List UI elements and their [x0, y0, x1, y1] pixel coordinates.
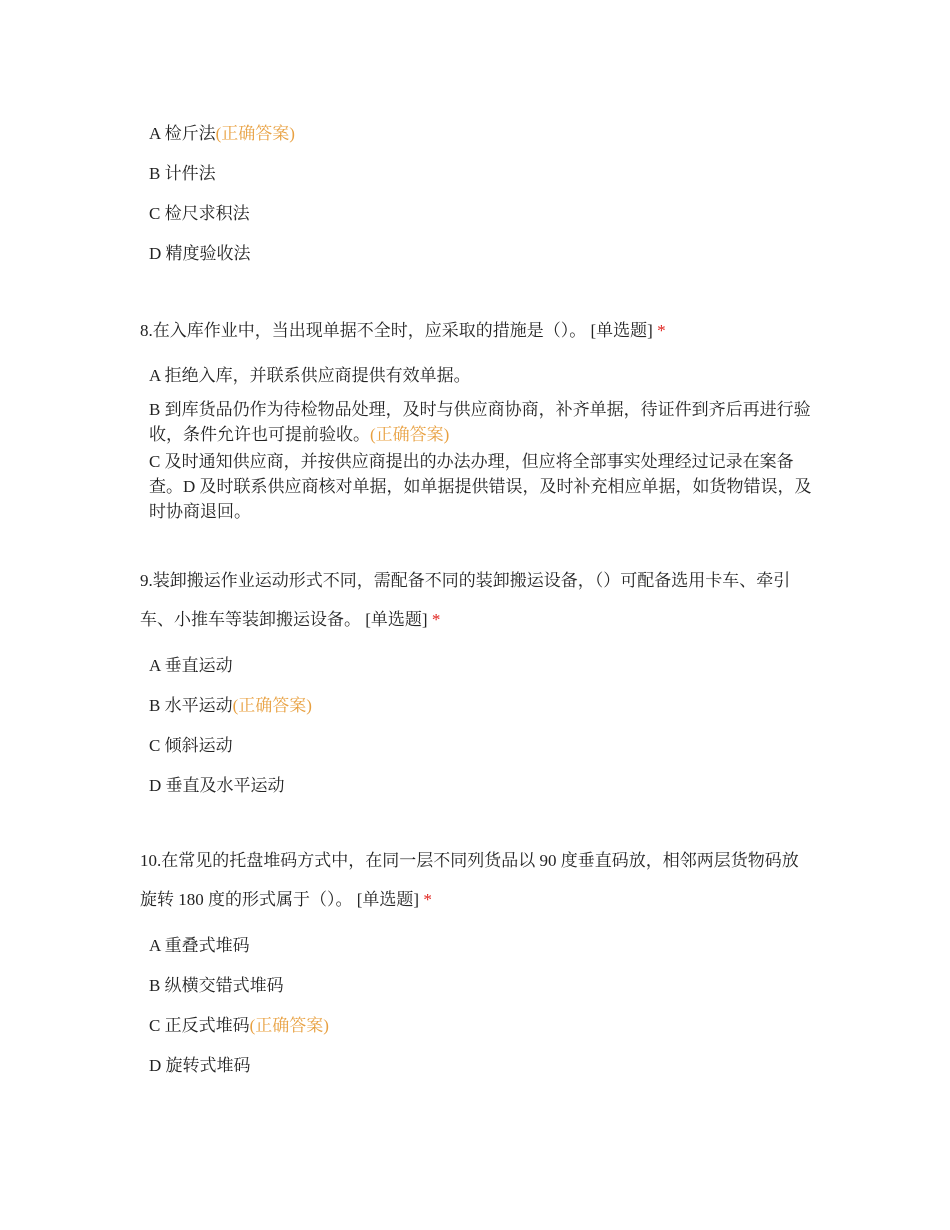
q9-option-a [149, 653, 233, 678]
question-number: 10. [140, 851, 162, 870]
question-type: [单选题] [365, 610, 428, 629]
question-type: [单选题] [590, 321, 653, 340]
question-number: 9. [140, 571, 153, 590]
option-text: D 精度验收法 [149, 244, 251, 263]
required-mark: * [431, 610, 441, 629]
question-9-title [140, 561, 810, 639]
q8-option-a [149, 363, 471, 388]
question-text: 装卸搬运作业运动形式不同，需配备不同的装卸搬运设备，（）可配备选用卡车、牵引车、小推车等装卸搬运设备。 [140, 571, 791, 629]
option-text: C 倾斜运动 [149, 736, 233, 755]
question-number: 8. [140, 321, 153, 340]
prev-option-a [149, 121, 295, 146]
option-text: B 水平运动 [149, 696, 233, 715]
option-text: B 纵横交错式堆码 [149, 976, 284, 995]
q9-option-b [149, 693, 312, 718]
option-text: D 垂直及水平运动 [149, 776, 285, 795]
prev-option-b [149, 161, 216, 186]
question-text: 在常见的托盘堆码方式中，在同一层不同列货品以 90 度垂直码放，相邻两层货物码放旋转 180 度的形式属于（）。 [140, 851, 799, 909]
required-mark: * [423, 890, 432, 909]
q10-option-b [149, 973, 284, 998]
q9-option-c [149, 733, 233, 758]
option-text: A 拒绝入库，并联系供应商提供有效单据。 [149, 366, 471, 385]
required-mark: * [657, 321, 666, 340]
option-text: A 重叠式堆码 [149, 936, 250, 955]
q8-option-b [149, 397, 819, 447]
option-text: B 到库货品仍作为待检物品处理，及时与供应商协商，补齐单据，待证件到齐后再进行验收，条件允许也可提前验收。 [149, 400, 811, 444]
q9-option-d [149, 773, 285, 798]
q8-option-c [149, 449, 819, 524]
option-text: C 检尺求积法 [149, 204, 250, 223]
correct-answer-tag: (正确答案) [232, 696, 312, 715]
correct-answer-tag: (正确答案) [370, 425, 450, 444]
prev-option-c [149, 201, 250, 226]
prev-option-d [149, 241, 251, 266]
q10-option-c [149, 1013, 329, 1038]
question-type: [单选题] [356, 890, 420, 909]
option-text: B 计件法 [149, 164, 216, 183]
q10-option-a [149, 933, 250, 958]
option-text: C 及时通知供应商，并按供应商提出的办法办理，但应将全部事实处理经过记录在案备查。D 及时联系供应商核对单据，如单据提供错误，及时补充相应单据，如货物错误，及时协商退回。 [149, 452, 812, 521]
question-text: 在入库作业中，当出现单据不全时，应采取的措施是（）。 [152, 321, 587, 340]
correct-answer-tag: (正确答案) [249, 1016, 329, 1035]
option-text: D 旋转式堆码 [149, 1056, 251, 1075]
question-8-title [140, 311, 810, 350]
option-text: A 垂直运动 [149, 656, 233, 675]
option-text: A 检斤法 [149, 124, 216, 143]
correct-answer-tag: (正确答案) [215, 124, 295, 143]
option-text: C 正反式堆码 [149, 1016, 250, 1035]
q10-option-d [149, 1053, 251, 1078]
question-10-title [140, 841, 810, 919]
